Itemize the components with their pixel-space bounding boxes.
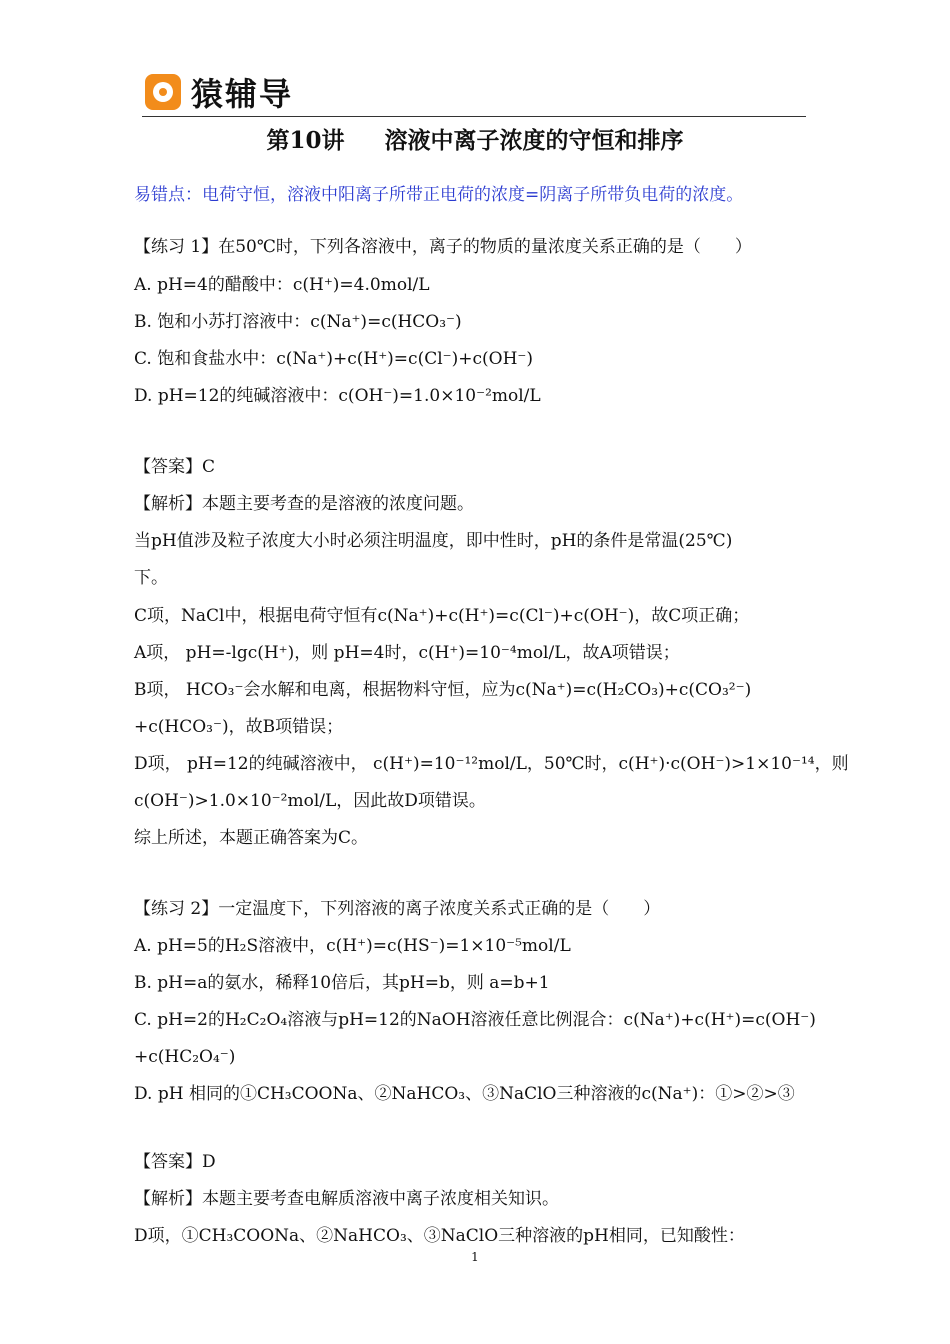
lecture-number: 第10讲 <box>266 127 345 154</box>
exercise-1-option-b: B. 饱和小苏打溶液中：c(Na⁺)=c(HCO₃⁻) <box>134 312 462 332</box>
exercise-1-option-c: C. 饱和食盐水中：c(Na⁺)+c(H⁺)=c(Cl⁻)+c(OH⁻) <box>134 349 534 369</box>
exercise-1-answer: 【答案】C <box>134 457 216 477</box>
logo <box>145 72 293 112</box>
analysis-line: B项， HCO₃⁻会水解和电离，根据物料守恒，应为c(Na⁺)=c(H₂CO₃)+c(CO₃²⁻) <box>134 680 752 700</box>
analysis-line: 下。 <box>134 568 168 588</box>
exercise-1-option-d: D. pH=12的纯碱溶液中：c(OH⁻)=1.0×10⁻²mol/L <box>134 386 541 406</box>
exercise-2-option-c: C. pH=2的H₂C₂O₄溶液与pH=12的NaOH溶液任意比例混合：c(Na⁺)+c(H⁺)=c(OH⁻) <box>134 1010 816 1030</box>
analysis-line: 综上所述，本题正确答案为C。 <box>134 828 369 848</box>
analysis-line: 当pH值涉及粒子浓度大小时必须注明温度，即中性时，pH的条件是常温(25℃) <box>134 531 733 551</box>
analysis-line: D项，①CH₃COONa、②NaHCO₃、③NaClO三种溶液的pH相同，已知酸性： <box>134 1226 745 1246</box>
analysis-line: A项， pH=-lgc(H⁺)，则 pH=4时，c(H⁺)=10⁻⁴mol/L，故A项错误； <box>134 643 680 663</box>
exercise-2-option-c-cont: +c(HC₂O₄⁻) <box>134 1047 236 1067</box>
page-title <box>0 122 950 155</box>
exercise-2-answer: 【答案】D <box>134 1152 216 1172</box>
analysis-line: 【解析】本题主要考查电解质溶液中离子浓度相关知识。 <box>134 1189 559 1209</box>
exercise-2-option-d: D. pH 相同的①CH₃COONa、②NaHCO₃、③NaClO三种溶液的c(Na⁺)：①>②>③ <box>134 1084 795 1104</box>
lecture-topic: 溶液中离子浓度的守恒和排序 <box>384 127 684 154</box>
exercise-1-option-a: A. pH=4的醋酸中：c(H⁺)=4.0mol/L <box>134 275 430 295</box>
exercise-2-question: 【练习 2】一定温度下，下列溶液的离子浓度关系式正确的是（ ） <box>134 899 661 919</box>
analysis-line: D项， pH=12的纯碱溶液中， c(H⁺)=10⁻¹²mol/L，50℃时，c(H⁺)·c(OH⁻)>1×10⁻¹⁴，则 <box>134 754 849 774</box>
page-number: 1 <box>471 1250 479 1264</box>
exercise-1-question: 【练习 1】在50℃时，下列各溶液中，离子的物质的量浓度关系正确的是（ ） <box>134 237 752 257</box>
logo-text: 猿辅导 <box>191 75 294 113</box>
exercise-2-option-a: A. pH=5的H₂S溶液中，c(H⁺)=c(HS⁻)=1×10⁻⁵mol/L <box>134 936 571 956</box>
exercise-2-option-b: B. pH=a的氨水，稀释10倍后，其pH=b，则 a=b+1 <box>134 973 550 993</box>
header-rule <box>142 116 806 117</box>
analysis-line: +c(HCO₃⁻)，故B项错误； <box>134 717 344 737</box>
analysis-line: C项，NaCl中，根据电荷守恒有c(Na⁺)+c(H⁺)=c(Cl⁻)+c(OH⁻)，故C项正确； <box>134 606 750 626</box>
analysis-line: c(OH⁻)>1.0×10⁻²mol/L，因此故D项错误。 <box>134 791 486 811</box>
tip-text: 易错点：电荷守恒，溶液中阳离子所带正电荷的浓度=阴离子所带负电荷的浓度。 <box>134 185 744 205</box>
logo-icon <box>145 74 181 110</box>
analysis-line: 【解析】本题主要考查的是溶液的浓度问题。 <box>134 494 474 514</box>
